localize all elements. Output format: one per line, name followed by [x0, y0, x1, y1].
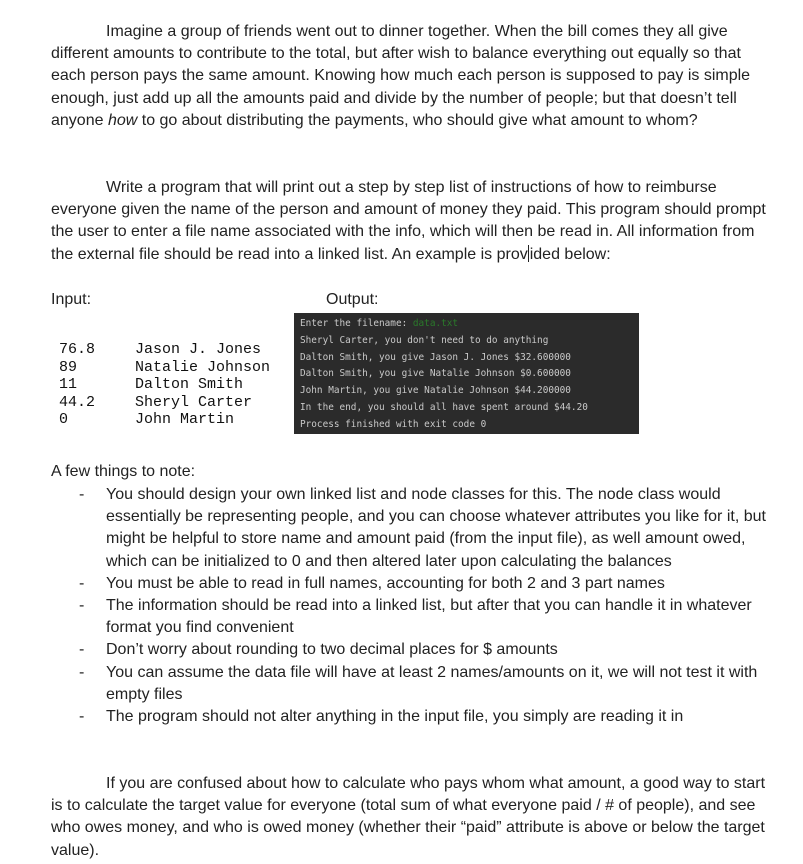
input-row [59, 376, 270, 394]
console-line: Sheryl Carter, you don't need to do anything [300, 334, 549, 346]
intro-text-end: to go about distributing the payments, who should give what amount to whom? [137, 111, 698, 129]
note-item [51, 639, 786, 661]
input-amount: 44.2 [59, 393, 96, 411]
input-row [59, 411, 270, 429]
output-label: Output: [326, 291, 379, 308]
note-item [51, 662, 786, 706]
dash-bullet-icon: - [79, 663, 85, 681]
input-name: Jason J. Jones [135, 341, 262, 358]
dash-bullet-icon: - [79, 641, 85, 659]
input-name: Dalton Smith [135, 376, 244, 394]
input-amount: 11 [59, 376, 78, 394]
console-prompt: Enter the filename: [300, 318, 413, 329]
input-row [59, 394, 270, 412]
intro-emphasis: how [107, 111, 138, 129]
console-prompt-line [300, 316, 633, 333]
console-line: John Martin, you give Natalie Johnson $44.200000 [300, 385, 571, 397]
note-item [51, 595, 786, 639]
dash-bullet-icon: - [79, 574, 85, 592]
dash-bullet-icon: - [79, 597, 85, 615]
dash-bullet-icon: - [79, 708, 85, 726]
console-line: Dalton Smith, you give Natalie Johnson $0.600000 [300, 368, 571, 380]
input-amount: 0 [59, 411, 69, 429]
dash-bullet-icon: - [79, 486, 85, 503]
input-amount: 76.8 [59, 341, 96, 358]
input-file-example [59, 341, 270, 429]
task-text-start: Write a program that will print out a step by step list of instructions of how to reimburse everyone given the name of the person and amount of money they paid. This program should prompt the user to enter a file name associated with the info, which will then be read in. All information from the external file should be read into a linked list. An example is prov [51, 179, 766, 263]
input-name: Sheryl Carter [135, 393, 253, 411]
note-text: You can assume the data file will have at least 2 names/amounts on it, we will not test it with empty files [106, 663, 758, 703]
note-item [51, 706, 786, 728]
console-output [294, 313, 639, 434]
note-item [51, 484, 786, 573]
input-row [59, 341, 270, 359]
note-text: You must be able to read in full names, accounting for both 2 and 3 part names [106, 574, 665, 592]
console-line: Dalton Smith, you give Jason J. Jones $32.600000 [300, 351, 571, 363]
task-text-end: ided below: [529, 245, 611, 263]
console-line: Process finished with exit code 0 [300, 418, 487, 430]
intro-paragraph [51, 21, 779, 132]
console-filename: data.txt [412, 318, 459, 329]
note-text: You should design your own linked list and node classes for this. The node class would essentially be representing people, and you can choose whatever attributes you like for it, but might be helpful to store name and amount paid (from the input file), as well amount owed, which can be initialized to 0 and then altered later upon calculating the balances [106, 486, 766, 570]
input-name: Natalie Johnson [135, 358, 271, 376]
input-label: Input: [51, 291, 92, 308]
input-row [59, 359, 270, 377]
note-item [51, 573, 786, 595]
notes-list [51, 484, 786, 728]
console-line: In the end, you should all have spent around $44.20 [300, 401, 588, 413]
notes-heading: A few things to note: [51, 463, 196, 480]
intro-text-start: Imagine a group of friends went out to dinner together. When the bill comes they all give different amounts to contribute to the total, but after wish to balance everything out equally so that each person pays the same amount. Knowing how much each person is supposed to pay is simple enough, just add up all the amounts paid and divide by the number of people; but that doesn’t tell anyone [51, 23, 751, 129]
input-amount: 89 [59, 358, 78, 376]
hint-paragraph: If you are confused about how to calculate who pays whom what amount, a good way to start is to calculate the target value for everyone (total sum of what everyone paid / # of people), and see who owes money, and who is owed money (whether their “paid” attribute is above or below the target value). [51, 775, 766, 859]
input-name: John Martin [135, 411, 235, 429]
task-paragraph [51, 177, 779, 266]
note-text: The information should be read into a linked list, but after that you can handle it in whatever format you find convenient [106, 597, 752, 637]
note-text: Don’t worry about rounding to two decimal places for $ amounts [106, 641, 558, 659]
note-text: The program should not alter anything in the input file, you simply are reading it in [106, 708, 684, 726]
